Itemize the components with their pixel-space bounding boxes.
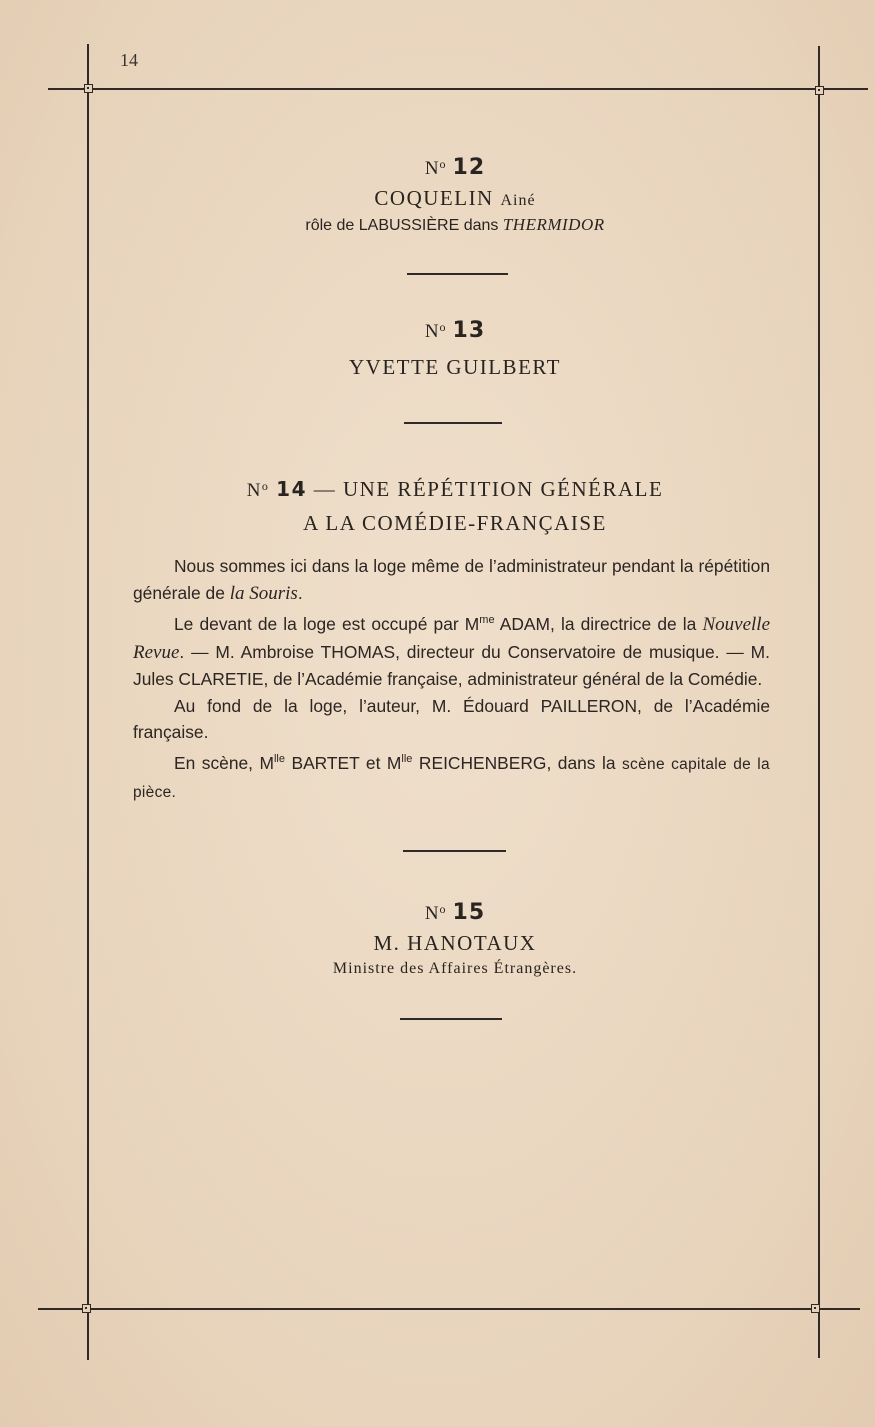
separator-rule bbox=[404, 422, 502, 424]
frame-left-line bbox=[87, 44, 89, 1360]
number-abbrev: $N^o$ bbox=[424, 902, 447, 924]
entry-name: COQUELIN Ainé bbox=[374, 186, 536, 210]
entry-number: 13 bbox=[452, 318, 486, 343]
entry-14-description bbox=[133, 553, 770, 807]
frame-corner-top-left bbox=[84, 84, 93, 93]
frame-corner-bottom-right bbox=[811, 1304, 820, 1313]
paragraph: En scène, $M^{lle}$ BARTET et $M^{lle}$ REICHENBERG, dans la scène capitale de la pièce. bbox=[133, 752, 770, 801]
entry-15 bbox=[90, 900, 820, 978]
separator-rule bbox=[400, 1018, 502, 1020]
frame-corner-bottom-left bbox=[82, 1304, 91, 1313]
entry-name: YVETTE GUILBERT bbox=[349, 355, 561, 379]
entry-12 bbox=[90, 155, 820, 235]
entry-role: rôle de LABUSSIÈRE dans THERMIDOR bbox=[305, 215, 605, 234]
title-line-1: — UNE RÉPÉTITION GÉNÉRALE bbox=[307, 477, 664, 501]
frame-top-line bbox=[48, 88, 868, 90]
paragraph: Le devant de la loge est occupé par $M^{me}$ ADAM, la directrice de la Nouvelle Revue. — M. Ambroise THOMAS, directeur du Conservatoire de musique. — M. Jules CLARETIE, de l’Académie française, administrateur général de la Comédie. bbox=[133, 614, 770, 689]
number-abbrev: $N^o$ bbox=[424, 157, 447, 179]
entry-14 bbox=[90, 470, 820, 540]
role-work-title: THERMIDOR bbox=[502, 215, 605, 234]
entry-number-line bbox=[90, 318, 820, 343]
entry-13 bbox=[90, 318, 820, 380]
frame-corner-top-right bbox=[815, 86, 824, 95]
frame-bottom-line bbox=[38, 1308, 860, 1310]
entry-name: M. HANOTAUX bbox=[373, 931, 537, 955]
separator-rule bbox=[403, 850, 506, 852]
paragraph: Au fond de la loge, l’auteur, M. Édouard PAILLERON, de l’Académie française. bbox=[133, 695, 770, 742]
number-abbrev: $N^o$ bbox=[424, 320, 447, 342]
title-line-2: A LA COMÉDIE-FRANÇAISE bbox=[303, 511, 607, 535]
entry-number: 15 bbox=[452, 900, 486, 925]
entry-title bbox=[90, 470, 820, 540]
entry-number-line bbox=[90, 155, 820, 180]
frame-right-line bbox=[818, 46, 820, 1358]
page-number: 14 bbox=[120, 50, 138, 70]
paragraph: Nous sommes ici dans la loge même de l’administrateur pendant la répétition générale de la Souris. bbox=[133, 556, 770, 604]
entry-number-line bbox=[90, 900, 820, 925]
entry-subtitle: Ministre des Affaires Étrangères. bbox=[332, 960, 578, 977]
separator-rule bbox=[407, 273, 508, 275]
entry-number: 12 bbox=[452, 155, 486, 180]
number-abbrev: $N^o$ bbox=[246, 479, 270, 501]
entry-number: 14 bbox=[276, 477, 308, 501]
